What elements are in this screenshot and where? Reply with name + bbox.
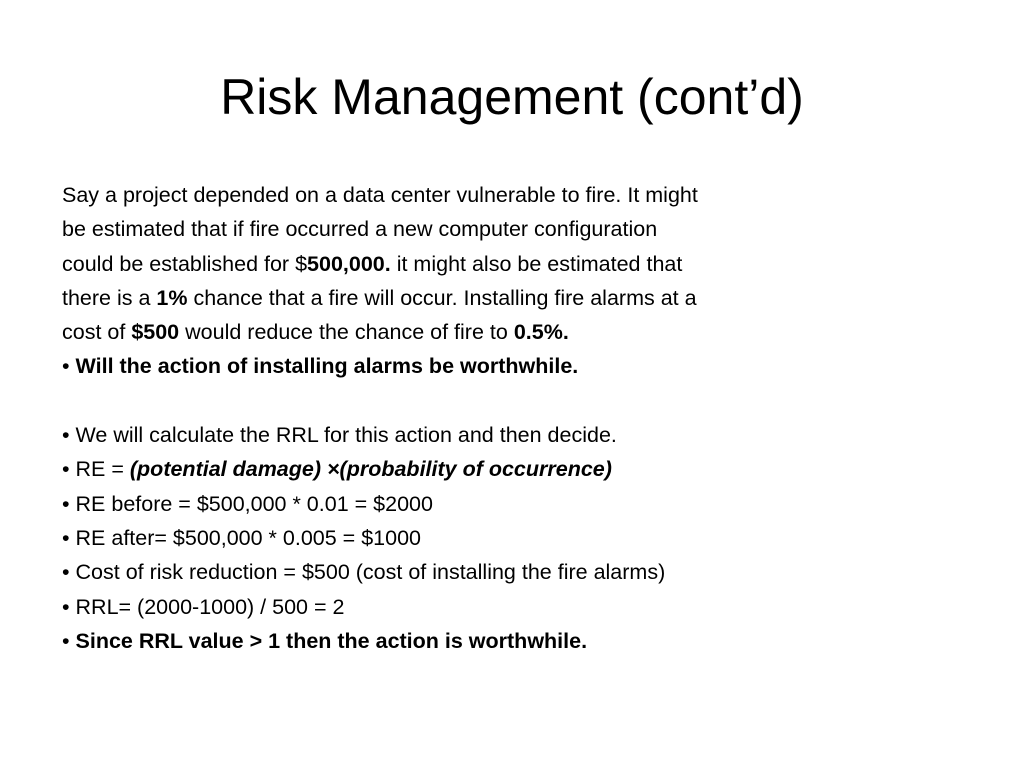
paragraph-line-2: be estimated that if fire occurred a new computer configuration — [62, 217, 658, 242]
slide-title: Risk Management (cont’d) — [220, 69, 804, 125]
fire-probability: 1% — [156, 285, 188, 310]
paragraph-line-4 — [62, 281, 862, 315]
bullet-re-formula — [62, 452, 862, 486]
bullet-text: RE after= $500,000 * 0.005 = $1000 — [75, 525, 421, 550]
bullet-icon: • — [62, 491, 70, 516]
text-segment: cost of — [62, 320, 132, 345]
bullet-cost-reduction — [62, 555, 862, 589]
text-segment: could be established for $ — [62, 251, 308, 276]
bullet-text: RRL= (2000-1000) / 500 = 2 — [75, 594, 345, 619]
bullet-icon: • — [62, 423, 70, 448]
damage-amount: 500,000. — [307, 251, 391, 276]
paragraph-line-5 — [62, 315, 862, 349]
alarm-cost: $500 — [131, 320, 180, 345]
slide-body — [62, 178, 862, 658]
bullet-text: Cost of risk reduction = $500 (cost of installing the fire alarms) — [75, 560, 666, 585]
bullet-icon: • — [62, 457, 70, 482]
bullet-re-after — [62, 521, 862, 555]
text-segment: it might also be estimated that — [390, 251, 683, 276]
conclusion-text: Since RRL value > 1 then the action is worthwhile. — [75, 628, 588, 653]
reduced-probability: 0.5%. — [513, 320, 569, 345]
bullet-icon: • — [62, 560, 70, 585]
text-segment: would reduce the chance of fire to — [179, 320, 514, 345]
question-text: Will the action of installing alarms be worthwhile. — [75, 354, 579, 379]
bullet-icon: • — [62, 525, 70, 550]
bullet-conclusion — [62, 624, 862, 658]
text-segment: there is a — [62, 285, 157, 310]
bullet-icon: • — [62, 594, 70, 619]
bullet-rrl — [62, 590, 862, 624]
bullet-text: RE before = $500,000 * 0.01 = $2000 — [75, 491, 433, 516]
paragraph-line-3 — [62, 247, 862, 281]
text-segment: chance that a fire will occur. Installing fire alarms at a — [187, 285, 697, 310]
re-label: RE = — [75, 457, 130, 482]
bullet-text: We will calculate the RRL for this action and then decide. — [75, 423, 617, 448]
blank-line — [62, 384, 862, 418]
re-formula: (potential damage) ×(probability of occurrence) — [129, 457, 612, 482]
bullet-re-before — [62, 487, 862, 521]
paragraph-line-1: Say a project depended on a data center vulnerable to fire. It might — [62, 183, 698, 207]
question-bullet — [62, 349, 862, 383]
bullet-icon: • — [62, 354, 70, 379]
bullet-icon: • — [62, 628, 70, 653]
bullet-calc-intro — [62, 418, 862, 452]
